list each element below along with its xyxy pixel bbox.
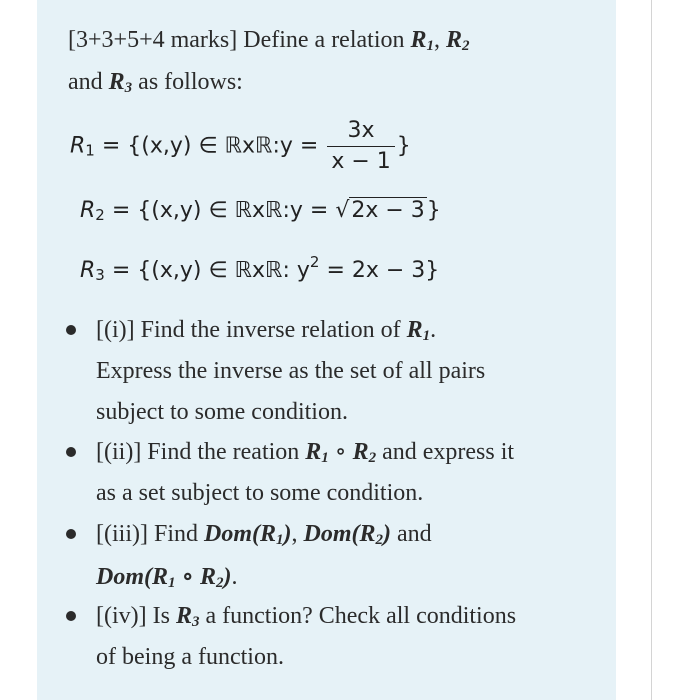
bullet-icon [66,325,76,335]
question-intro-line-2 [68,62,243,108]
question-intro-line-1: [3+3+5+4 marks] Define a relation $R_1$, $R_2$ [68,27,470,54]
item-i-line-1: [(i)] Find the inverse relation of $R_1$. [96,317,437,344]
r2-set-open: = {(x,y) ∈ ℝxℝ:y = [104,198,336,223]
r3-set-open: = {(x,y) ∈ ℝxℝ: y [104,258,310,283]
r1-set-close: } [396,133,411,159]
item-iii-label: [(iii)] Find [96,521,204,547]
r1-symbol: R [70,133,86,159]
r1-set-open: = {(x,y) ∈ ℝxℝ:y = [94,133,326,159]
relation-r1-definition [70,118,411,175]
domain-r2: $Dom(R_2)$ [303,521,391,548]
item-iv-tail: a function? Check all conditions [199,603,517,629]
item-iii-and: and [391,521,432,547]
relation-r2-definition [80,198,441,224]
relation-ref-r3: $R_3$ [108,69,133,96]
item-iv-label: [(iv)] Is [96,603,176,629]
item-ii-line-1: [(ii)] Find the reation $R_1$ ∘ $R_2$ and express it [96,439,515,466]
relation-ref-r1: $R_1$ [406,317,431,344]
relation-ref-r1: $R_1$ [305,439,329,466]
bullet-icon [66,529,76,539]
item-iii-line-2: $Dom(R_1$ ∘ $R_2$). [96,564,238,591]
r2-set-close: } [426,198,441,223]
item-i-label: [(i)] Find the inverse relation of [96,317,407,343]
relation-r3-definition [80,253,439,284]
r1-numerator: 3x [327,118,394,147]
item-iv-line-1 [96,596,516,642]
item-iv-line-2: of being a function. [96,644,284,670]
r1-fraction [327,118,394,175]
r2-subscript: 2 [95,206,105,224]
r3-set-close: = 2x − 3} [319,258,440,283]
item-i-line-2: Express the inverse as the set of all pairs [96,358,486,384]
item-iii-line-1: [(iii)] Find $Dom(R_1)$, $Dom(R_2)$ and [96,521,432,548]
domain-r1: $Dom(R_1)$ [204,521,292,548]
relation-ref-r3: $R_3$ [175,603,200,630]
relation-ref-r2: $R_2$ [352,439,377,466]
intro-text: [3+3+5+4 marks] Define a relation [68,27,411,53]
relation-ref-r2: $R_2$ [446,27,470,54]
relation-ref-r1: $R_1$ [410,27,435,54]
r2-symbol: R [80,198,96,223]
r2-square-root: √2x − 3 [335,198,425,223]
r1-subscript: 1 [85,141,95,160]
r3-exponent: 2 [309,253,320,271]
r3-subscript: 3 [95,266,105,284]
item-ii-tail: and express it [376,439,515,465]
r3-symbol: R [80,258,96,283]
bullet-icon [66,447,76,457]
intro-text-2: and [68,69,109,95]
item-ii-line-2: as a set subject to some condition. [96,480,424,506]
item-ii-label: [(ii)] Find the reation [96,439,306,465]
intro-text-3: as follows: [132,69,243,95]
bullet-icon [66,611,76,621]
r2-radicand: 2x − 3 [351,198,425,223]
scrollbar-track[interactable] [651,0,652,700]
domain-composition: $Dom(R_1$ ∘ $R_2$) [96,564,232,591]
item-i-line-3: subject to some condition. [96,399,348,425]
r1-denominator: x − 1 [331,149,391,174]
